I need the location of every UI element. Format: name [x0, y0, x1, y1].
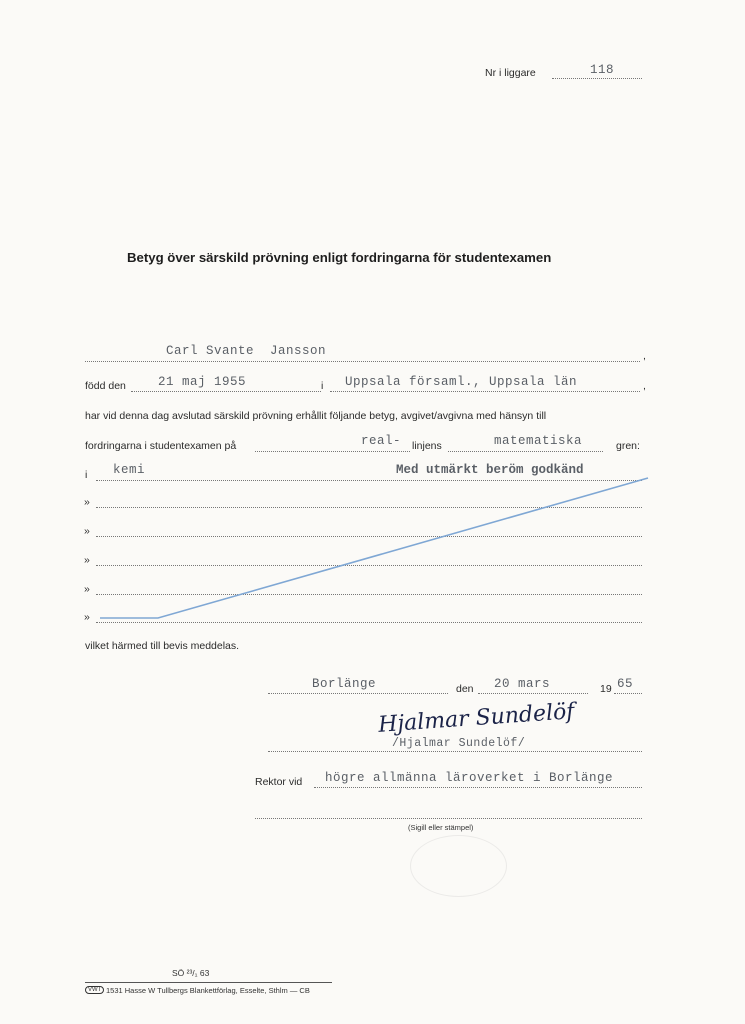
- name-line-comma: ,: [643, 350, 646, 362]
- ditto-mark: »: [84, 525, 90, 537]
- subject-in-label: i: [85, 469, 88, 481]
- seal-label: (Sigill eller stämpel): [408, 823, 474, 832]
- subject: kemi: [113, 463, 146, 477]
- gren-label: gren:: [616, 440, 640, 452]
- ditto-mark: »: [84, 496, 90, 508]
- typed-signatory-name: /Hjalmar Sundelöf/: [392, 737, 526, 750]
- faint-seal-impression: [410, 835, 507, 897]
- born-line-comma: ,: [643, 380, 646, 392]
- form-code: SÖ ²³/₁ 63: [172, 968, 210, 978]
- grade: Med utmärkt beröm godkänd: [396, 463, 584, 477]
- linjens-label: linjens: [412, 440, 442, 452]
- ditto-mark: »: [84, 611, 90, 623]
- den-label: den: [456, 683, 474, 695]
- printer-imprint: 1531 Hasse W Tullbergs Blankettförlag, Esselte, Sthlm — CB: [106, 986, 310, 995]
- birth-place: Uppsala församl., Uppsala län: [345, 375, 578, 389]
- blank-dotted-line: [255, 818, 642, 819]
- birth-date: 21 maj 1955: [158, 375, 247, 389]
- student-name: Carl Svante Jansson: [166, 344, 327, 358]
- branch-value: matematiska: [494, 434, 583, 448]
- footer-rule: [85, 982, 332, 983]
- line-value: real-: [361, 434, 402, 448]
- year-prefix: 19: [600, 683, 612, 695]
- ditto-mark: »: [84, 554, 90, 566]
- date-dotted-line: [478, 693, 588, 694]
- year-suffix: 65: [617, 677, 634, 691]
- register-number: 118: [590, 63, 615, 77]
- printer-logo: VWT: [85, 986, 104, 994]
- in-label: i: [321, 380, 324, 392]
- signature-dotted-line: [268, 751, 642, 752]
- rector-label: Rektor vid: [255, 776, 303, 788]
- born-label: född den: [85, 380, 126, 392]
- place-dotted-line: [268, 693, 448, 694]
- body-line-2-prefix: fordringarna i studentexamen på: [85, 440, 237, 452]
- date: 20 mars: [494, 677, 551, 691]
- closing-text: vilket härmed till bevis meddelas.: [85, 640, 240, 652]
- place: Borlänge: [312, 677, 377, 691]
- certificate-title: Betyg över särskild prövning enligt fordringarna för studentexamen: [127, 250, 552, 265]
- register-label: Nr i liggare: [485, 67, 536, 79]
- school-name: högre allmänna läroverket i Borlänge: [325, 771, 614, 785]
- ditto-mark: »: [84, 583, 90, 595]
- body-line-1: har vid denna dag avslutad särskild prövning erhållit följande betyg, avgivet/avgivna med hänsyn till: [85, 410, 547, 422]
- handwritten-signature: Hjalmar Sundelöf: [377, 699, 576, 738]
- school-dotted-line: [314, 787, 642, 788]
- year-dotted-line: [614, 693, 642, 694]
